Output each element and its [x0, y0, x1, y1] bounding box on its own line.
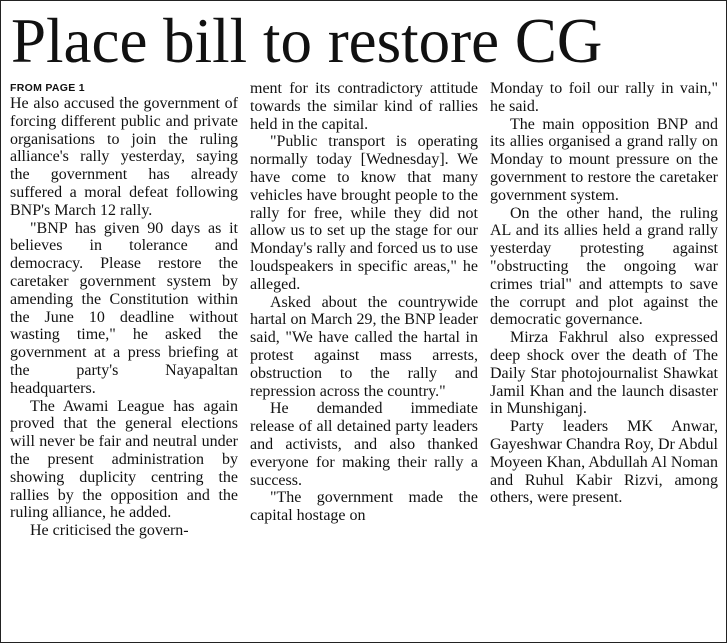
column-3	[490, 80, 718, 640]
paragraph: Monday to foil our rally in vain," he said.	[490, 80, 718, 115]
paragraph: The Awami League has again proved that the general elections will never be fair and neutral under the present administration by showing duplicity centring the rallies by the opposition and the ruling alliance, he added.	[10, 397, 238, 522]
paragraph: "BNP has given 90 days as it believes in tolerance and democracy. Please restore the caretaker government system by amending the Constitution within the June 10 deadline without wasting time," he asked the government at a press briefing at the party's Nayapaltan headquarters.	[10, 219, 238, 397]
paragraph: Mirza Fakhrul also expressed deep shock over the death of The Daily Star photojournalist Shawkat Jamil Khan and the launch disaster in Munshiganj.	[490, 329, 718, 418]
paragraph: He also accused the government of forcing different public and private organisations to join the ruling alliance's rally yesterday, saying the government has already suffered a moral defeat following BNP's March 12 rally.	[10, 95, 238, 219]
paragraph: Asked about the countrywide hartal on March 29, the BNP leader said, "We have called the hartal in protest against mass arrests, obstruction to the rally and repression across the country."	[250, 293, 478, 400]
kicker-from-page: FROM PAGE 1	[10, 82, 85, 94]
paragraph: "The government made the capital hostage on	[250, 489, 478, 525]
column-2	[250, 80, 478, 640]
paragraph: He demanded immediate release of all detained party leaders and activists, and also thanked everyone for making their rally a success.	[250, 400, 478, 489]
paragraph: The main opposition BNP and its allies organised a grand rally on Monday to mount pressure on the government to restore the caretaker government system.	[490, 115, 718, 204]
paragraph: ment for its contradictory attitude towards the similar kind of rallies held in the capital.	[250, 80, 478, 133]
paragraph: Party leaders MK Anwar, Gayeshwar Chandra Roy, Dr Abdul Moyeen Khan, Abdullah Al Noman and Ruhul Kabir Rizvi, among others, were present.	[490, 418, 718, 507]
paragraph: "Public transport is operating normally today [Wednesday]. We have come to know that many vehicles have brought people to the rally for free, while they did not allow us to set up the stage for our Monday's rally and forced us to use loudspeakers in specific areas," he alleged.	[250, 133, 478, 293]
headline: Place bill to restore CG	[11, 6, 603, 76]
paragraph: He criticised the govern-	[30, 522, 189, 540]
column-1	[10, 80, 238, 640]
article-columns	[10, 80, 718, 640]
paragraph: On the other hand, the ruling AL and its allies held a grand rally yesterday protesting against "obstructing the ongoing war crimes trial" and attempts to save the corrupt and plot against the democratic governance.	[490, 204, 718, 329]
